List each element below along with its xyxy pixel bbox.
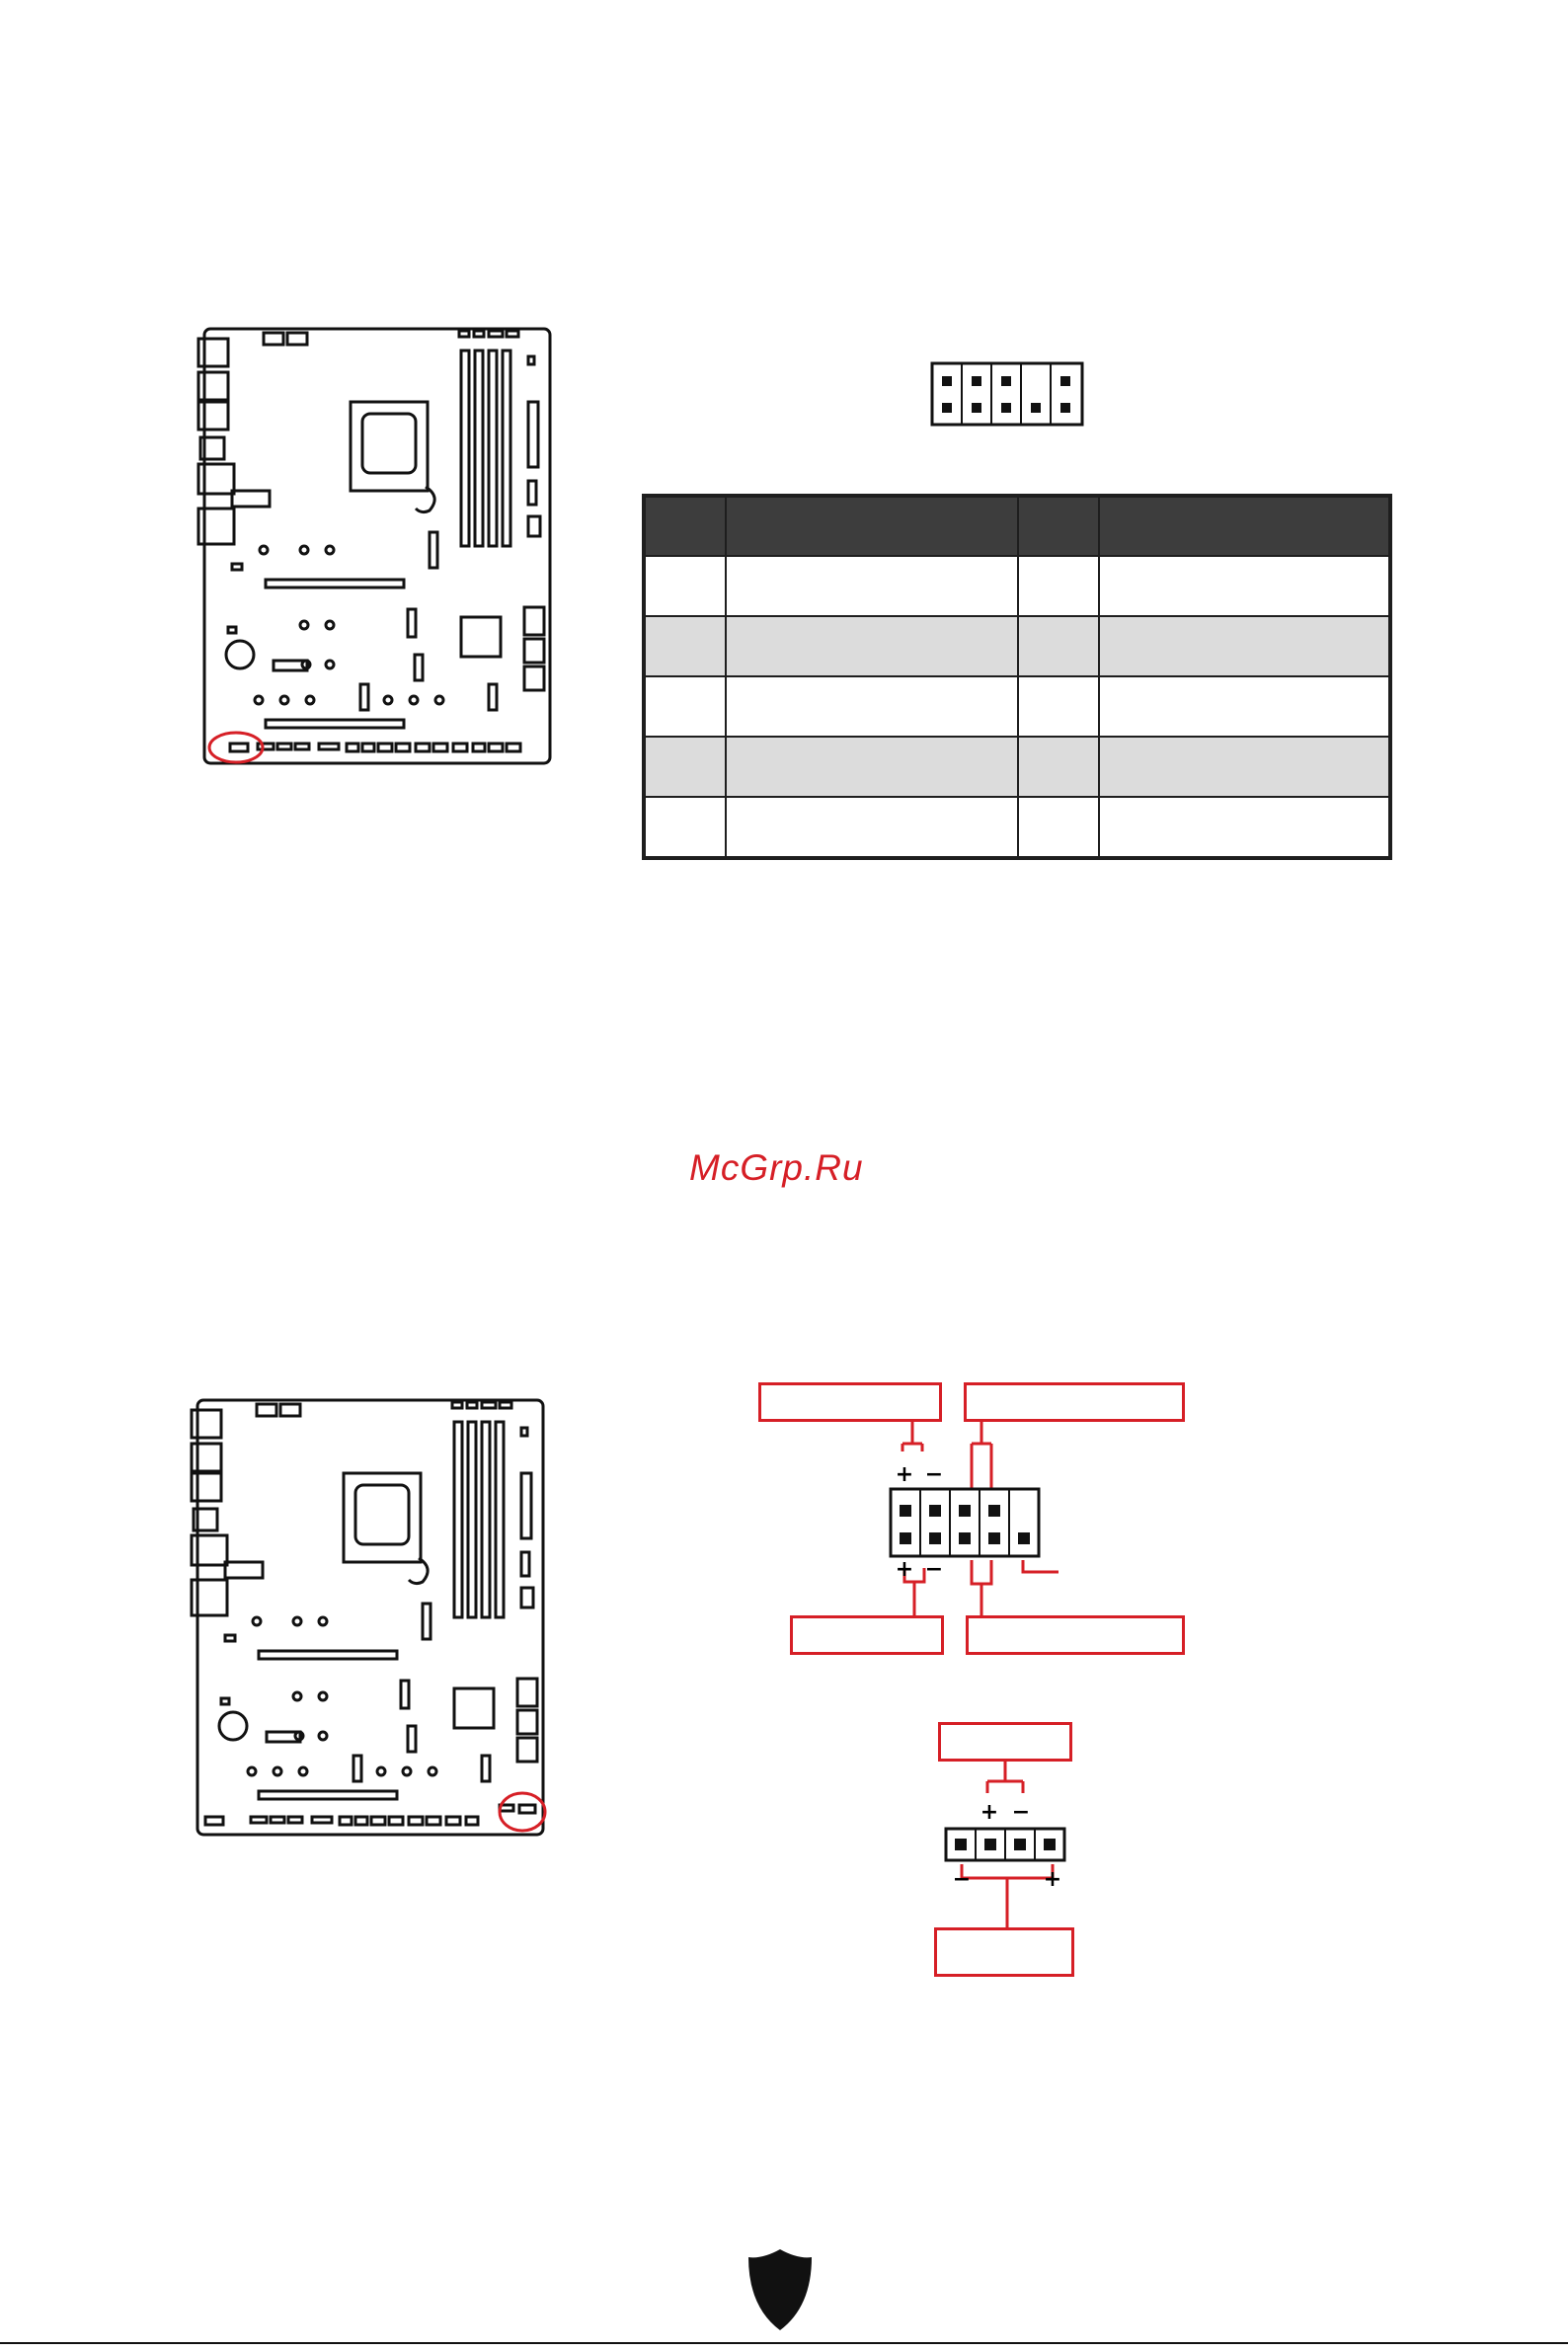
label-box-top-right [964, 1382, 1185, 1422]
table-row [644, 556, 1390, 616]
header-signal-name [726, 496, 1018, 556]
table-cell [1099, 797, 1390, 858]
table-cell [1018, 676, 1099, 737]
pin-definition-table [642, 494, 1392, 860]
table-cell [726, 616, 1018, 676]
four-pin-connector-diagram [938, 1762, 1072, 1927]
table-cell [726, 737, 1018, 797]
label-box-top-left [758, 1382, 942, 1422]
minus-sign-bottom: − [924, 1557, 944, 1582]
table-row [644, 737, 1390, 797]
plus-sign-top: + [895, 1462, 914, 1487]
table-cell [644, 616, 726, 676]
table-cell [1099, 556, 1390, 616]
connector-pin-block-top [930, 361, 1084, 427]
highlight-circle-top [209, 733, 263, 762]
table-cell [726, 556, 1018, 616]
watermark-text: McGrp.Ru [689, 1147, 864, 1188]
table-cell [1099, 616, 1390, 676]
plus-sign-hdd-bottom: + [1043, 1867, 1062, 1892]
table-cell [644, 676, 726, 737]
header-signal-name-2 [1099, 496, 1390, 556]
minus-sign-hdd-bottom: − [952, 1867, 972, 1892]
header-pin [644, 496, 726, 556]
footer-rule [0, 2342, 1568, 2344]
table-cell [1018, 616, 1099, 676]
front-panel-connector-diagram [879, 1422, 1076, 1615]
table-cell [1018, 737, 1099, 797]
table-cell [726, 797, 1018, 858]
header-pin-2 [1018, 496, 1099, 556]
plus-sign-bottom: + [895, 1557, 914, 1582]
label-box-bottom-left [790, 1615, 944, 1655]
table-cell [1099, 737, 1390, 797]
table-cell [1018, 556, 1099, 616]
motherboard-diagram-bottom [186, 1392, 561, 1846]
table-row [644, 797, 1390, 858]
motherboard-diagram-top [193, 321, 568, 775]
table-cell [726, 676, 1018, 737]
table-row [644, 616, 1390, 676]
table-cell [1099, 676, 1390, 737]
label-box-bottom-right [966, 1615, 1185, 1655]
table-cell [644, 556, 726, 616]
table-header-row [644, 496, 1390, 556]
table-cell [644, 737, 726, 797]
minus-sign-hdd-top: − [1011, 1800, 1031, 1825]
label-box-hdd-top [938, 1722, 1072, 1762]
table-row [644, 676, 1390, 737]
label-box-hdd-bottom [934, 1927, 1074, 1977]
table-cell [644, 797, 726, 858]
plus-sign-hdd-top: + [980, 1800, 999, 1825]
table-cell [1018, 797, 1099, 858]
minus-sign-top: − [924, 1462, 944, 1487]
shield-logo-icon [746, 2247, 814, 2332]
